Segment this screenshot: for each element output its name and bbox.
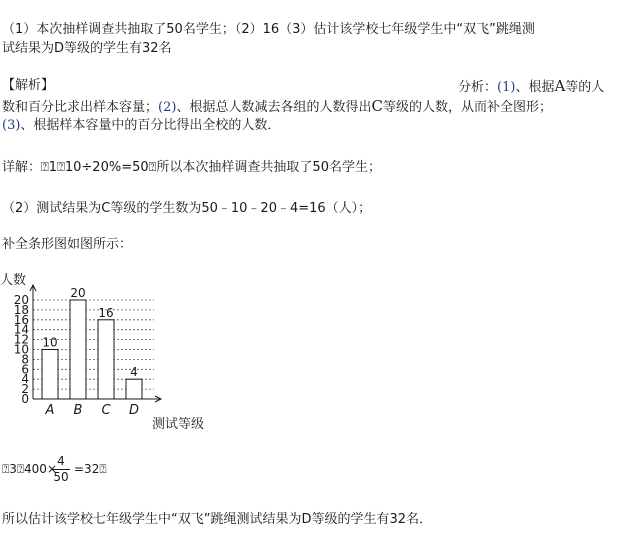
- analysis-paragraph-3: (3)、根据样本容量中的百分比得出全校的人数．: [2, 118, 281, 133]
- answer-line-1: （1）本次抽样调查共抽取了50名学生；（2）16（3）估计该学校七年级学生中“双飞”跳绳测: [2, 22, 535, 37]
- part3-prefix: ⍰3⍰400×: [2, 462, 57, 476]
- y-tick-label: 6: [21, 362, 29, 377]
- bar-data-label: 16: [98, 305, 114, 320]
- bar-data-label: 10: [42, 335, 58, 350]
- y-tick-label: 8: [21, 352, 29, 367]
- y-tick-label: 0: [21, 392, 29, 406]
- detail-line-2: （2）测试结果为C等级的学生数为50﹣10﹣20﹣4=16（人）；: [2, 201, 372, 216]
- y-tick-label: 2: [21, 382, 29, 397]
- x-tick-label: A: [45, 403, 55, 418]
- x-tick-label: B: [73, 403, 83, 418]
- fraction-denominator: 50: [53, 470, 69, 484]
- y-tick-label: 20: [13, 293, 29, 307]
- bar-D: [126, 379, 142, 399]
- y-tick-label: 4: [21, 372, 29, 387]
- detail-line-3: 补全条形图如图所示：: [2, 237, 133, 252]
- fraction: [52, 455, 70, 484]
- x-tick-label: D: [128, 403, 140, 418]
- analysis-paragraph-1: 分析：(1)、根据A等的人: [458, 77, 605, 95]
- bar-B: [70, 300, 86, 399]
- bar-A: [42, 350, 58, 400]
- bar-C: [98, 320, 114, 399]
- y-tick-label: 10: [13, 342, 29, 357]
- y-tick-label: 18: [13, 302, 29, 317]
- analysis-label: 分析：: [458, 80, 498, 95]
- part3-calculation: [2, 462, 57, 476]
- step-2-mark: (2): [158, 100, 177, 115]
- bar-chart: [0, 268, 240, 438]
- conclusion-line: 所以估计该学校七年级学生中“双飞”跳绳测试结果为D等级的学生有32名．: [2, 512, 433, 527]
- y-tick-label: 12: [13, 332, 29, 347]
- detail-line-1: 详解：⍰1⍰10÷20%=50⍰所以本次抽样调查共抽取了50名学生；: [2, 160, 381, 175]
- step-3-mark: (3): [2, 118, 21, 133]
- analysis-paragraph-2: 数和百分比求出样本容量；(2)、根据总人数减去各组的人数得出C等级的人数，从而补全图形；: [2, 97, 552, 115]
- part3-suffix: =32⍰: [74, 462, 107, 476]
- bar-data-label: 20: [70, 286, 86, 300]
- fraction-numerator: 4: [57, 454, 65, 468]
- step-1-mark: (1): [497, 80, 516, 95]
- y-axis-label: 人数: [0, 273, 27, 288]
- x-tick-label: C: [101, 403, 111, 418]
- y-tick-label: 16: [13, 312, 29, 327]
- analysis-heading: 【解析】: [2, 78, 55, 93]
- x-axis-label: 测试等级: [152, 417, 205, 432]
- answer-line-2: 试结果为D等级的学生有32名: [2, 41, 172, 56]
- y-tick-label: 14: [13, 322, 29, 337]
- bar-data-label: 4: [130, 365, 138, 380]
